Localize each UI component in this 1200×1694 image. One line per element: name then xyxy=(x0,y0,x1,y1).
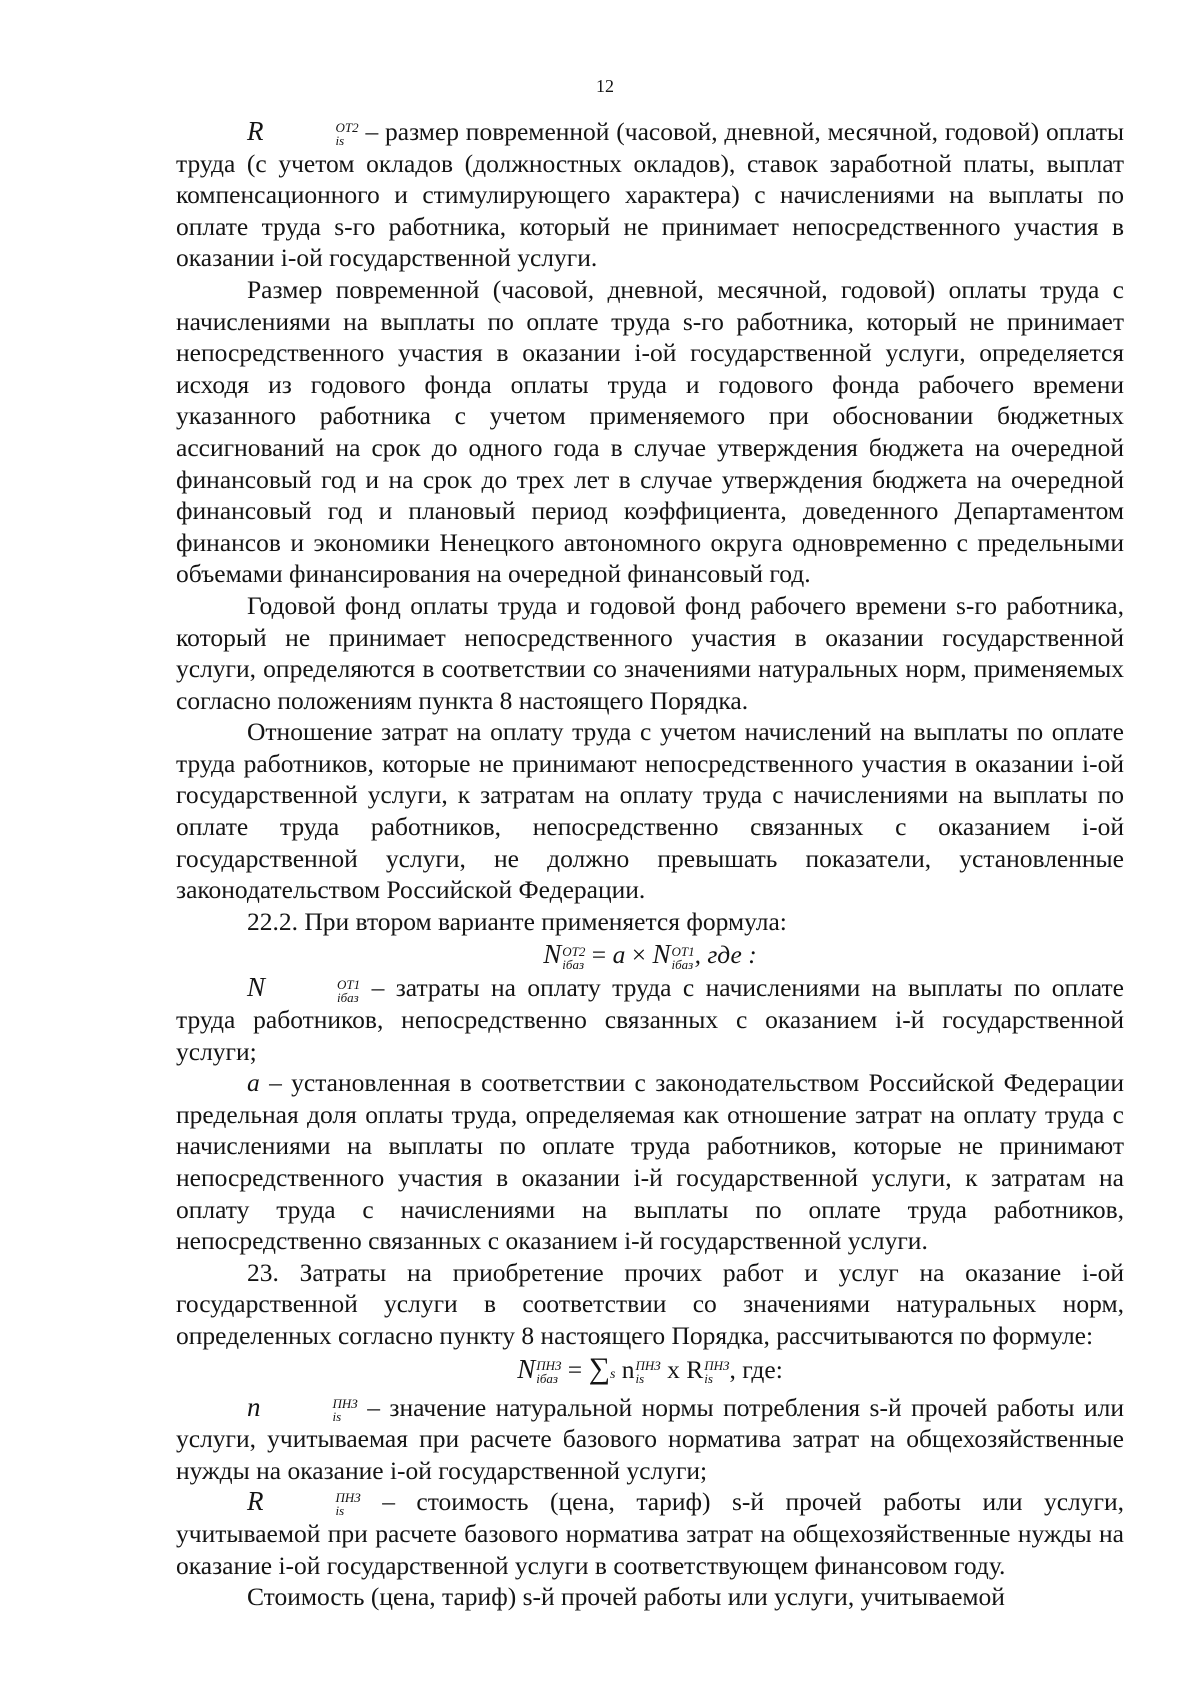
paragraph-a-definition: a – установленная в соответствии с законодательством Российской Федерации предельная доля оплаты труда, определяемая как отношение затрат на оплату труда с начислениями на выплаты по оплате труда работников, которые не принимают непосредственного участия в оказании i-й государственной услуги, к затратам на оплату труда с начислениями на выплаты по оплате труда работников, непосредственно связанных с оказанием i-й государственной услуги. xyxy=(176,1068,1124,1256)
paragraph-remuneration-size: Размер повременной (часовой, дневной, месячной, годовой) оплаты труда с начислениями на выплаты по оплате труда s-го работника, который не принимает непосредственного участия в оказании i-ой государственной услуги, определяется исходя из годового фонда оплаты труда и годового фонда рабочего времени указанного работника с учетом применяемого при обосновании бюджетных ассигнований на срок до одного года в случае утверждения бюджета на очередной финансовый год и на срок до трех лет в случае утверждения бюджета на очередной финансовый год и плановый период коэффициента, доведенного Департаментом финансов и экономики Ненецкого автономного округа одновременно с предельными объемами финансирования на очередной финансовый год. xyxy=(176,274,1124,589)
formula-n-ot2: N ОТ2 iбаз = a × N ОТ1 iбаз , где : xyxy=(543,939,757,972)
paragraph-cost-continued: Стоимость (цена, тариф) s-й прочей работы или услуги, учитываемой xyxy=(247,1582,1005,1612)
paragraph-n-ot1-definition: N ОТ1 iбаз – затраты на оплату труда с начислениями на выплаты по оплате труда работников, непосредственно связанных с оказанием i-й государственной услуги; xyxy=(176,972,1124,1066)
paragraph-annual-fund: Годовой фонд оплаты труда и годовой фонд рабочего времени s-го работника, который не принимает непосредственного участия в оказании государственной услуги, определяются в соответствии со значениями натуральных норм, применяемых согласно положениям пункта 8 настоящего Порядка. xyxy=(176,590,1124,715)
page-number: 12 xyxy=(596,76,614,96)
paragraph-text: – размер повременной (часовой, дневной, месячной, годовой) оплаты труда (с учетом окладов (должностных окладов), ставок заработной платы, выплат компенсационного и стимулирующего характера) с начислениями на выплаты по оплате труда s-го работника, который не принимает непосредственного участия в оказании i-ой государственной услуги. xyxy=(176,117,1124,273)
symbol-r-pnz: R ПНЗ is xyxy=(247,1486,361,1519)
symbol-r-ot2: R ОТ2 is xyxy=(247,116,359,149)
paragraph-cost-ratio: Отношение затрат на оплату труда с учетом начислений на выплаты по оплате труда работников, которые не принимают непосредственного участия в оказании i-ой государственной услуги, к затратам на оплату труда с начислениями на выплаты по оплате труда работников, непосредственно связанных с оказанием i-ой государственной услуги, не должно превышать показатели, установленные законодательством Российской Федерации. xyxy=(176,717,1124,905)
formula-n-pnz: N ПНЗ iбаз = ∑s n ПНЗ is x R ПНЗ is , где: xyxy=(517,1351,783,1386)
sum-icon: ∑ xyxy=(588,1351,610,1385)
paragraph-other-works-costs: 23. Затраты на приобретение прочих работ и услуг на оказание i-ой государственной услуги в соответствии со значениями натуральных норм, определенных согласно пункту 8 настоящего Порядка, рассчитываются по формуле: xyxy=(176,1257,1124,1350)
paragraph-r-ot2-definition xyxy=(176,116,1124,274)
symbol-n-pnz: n ПНЗ is xyxy=(247,1391,358,1424)
paragraph-r-pnz-definition: R ПНЗ is – стоимость (цена, тариф) s-й прочей работы или услуги, учитываемой при расчете базового норматива затрат на общехозяйственные нужды на оказание i-ой государственной услуги в соответствующем финансовом году. xyxy=(176,1486,1124,1580)
paragraph-n-pnz-definition: n ПНЗ is – значение натуральной нормы потребления s-й прочей работы или услуги, учитываемая при расчете базового норматива затрат на общехозяйственные нужды на оказание i-ой государственной услуги; xyxy=(176,1391,1125,1485)
paragraph-second-variant: 22.2. При втором варианте применяется формула: xyxy=(247,906,787,936)
symbol-a: a xyxy=(247,1068,260,1098)
symbol-n-ot1: N ОТ1 iбаз xyxy=(247,972,361,1005)
